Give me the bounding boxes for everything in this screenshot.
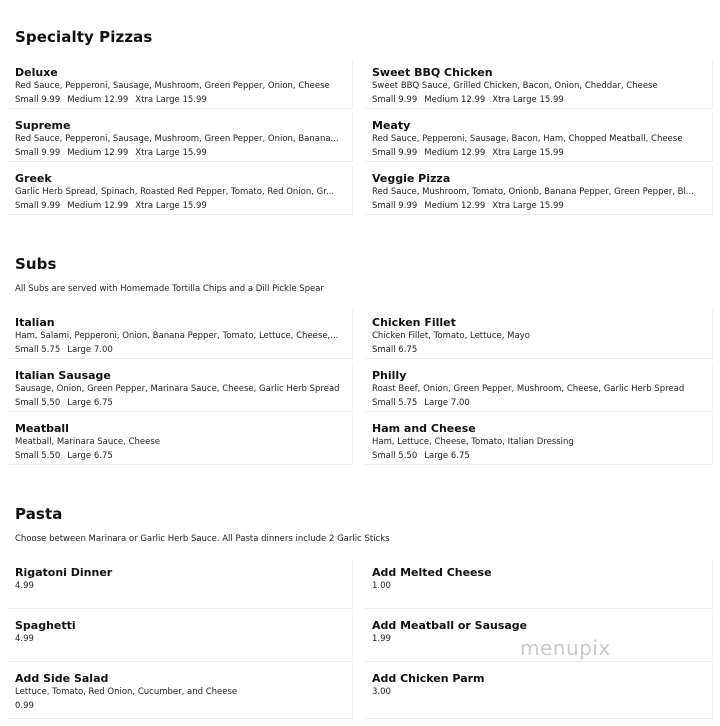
menu-item-add-side-salad[interactable] [8,665,353,719]
price-small: Small 5.50 [372,451,418,461]
price-xtra-large: Xtra Large 15.99 [492,148,564,158]
price-medium: Medium 12.99 [424,95,486,105]
item-description: Red Sauce, Mushroom, Tomato, Onionb, Banana Pepper, Green Pepper, Bl... [372,187,694,197]
item-prices [372,451,470,461]
item-name: Deluxe [15,66,58,79]
item-name: Spaghetti [15,619,76,632]
price-small: Small 9.99 [15,201,61,211]
price-medium: Medium 12.99 [424,148,486,158]
price-small: Small 5.75 [372,398,418,408]
item-prices [15,95,207,105]
item-name: Veggie Pizza [372,172,451,185]
price-small: Small 5.75 [15,345,61,355]
price-small: Small 6.75 [372,345,418,355]
item-name: Italian Sausage [15,369,111,382]
item-price: 3.00 [372,687,391,697]
price-large: Large 7.00 [424,398,470,408]
item-name: Supreme [15,119,71,132]
item-name: Chicken Fillet [372,316,456,329]
menu-item-greek[interactable] [8,165,353,215]
menu-item-spaghetti[interactable] [8,612,353,662]
section-note-pasta: Choose between Marinara or Garlic Herb Sauce. All Pasta dinners include 2 Garlic Sticks [15,534,390,544]
section-title-pasta: Pasta [15,505,63,523]
item-prices [372,398,470,408]
price-xtra-large: Xtra Large 15.99 [492,201,564,211]
price-large: Large 6.75 [67,451,113,461]
price-xtra-large: Xtra Large 15.99 [135,148,207,158]
item-name: Meatball [15,422,69,435]
item-name: Add Melted Cheese [372,566,492,579]
item-description: Sausage, Onion, Green Pepper, Marinara Sauce, Cheese, Garlic Herb Spread [15,384,340,394]
item-description: Lettuce, Tomato, Red Onion, Cucumber, and Cheese [15,687,238,697]
price-small: Small 5.50 [15,451,61,461]
menu-item-deluxe[interactable] [8,59,353,109]
item-name: Rigatoni Dinner [15,566,113,579]
item-prices [372,95,564,105]
price-xtra-large: Xtra Large 15.99 [135,95,207,105]
item-price: 0.99 [15,701,34,711]
item-description: Red Sauce, Pepperoni, Sausage, Bacon, Ham, Chopped Meatball, Cheese [372,134,683,144]
price-medium: Medium 12.99 [67,201,129,211]
item-description: Garlic Herb Spread, Spinach, Roasted Red Pepper, Tomato, Red Onion, Gr... [15,187,335,197]
price-large: Large 7.00 [67,345,113,355]
item-description: Red Sauce, Pepperoni, Sausage, Mushroom, Green Pepper, Onion, Banana... [15,134,339,144]
item-description: Red Sauce, Pepperoni, Sausage, Mushroom, Green Pepper, Onion, Cheese [15,81,330,91]
item-prices [15,345,113,355]
item-description: Ham, Lettuce, Cheese, Tomato, Italian Dressing [372,437,574,447]
price-medium: Medium 12.99 [424,201,486,211]
item-prices [372,201,564,211]
item-description: Roast Beef, Onion, Green Pepper, Mushroom, Cheese, Garlic Herb Spread [372,384,685,394]
menu-item-italian[interactable] [8,309,353,359]
menu-item-chicken-fillet[interactable] [365,309,713,359]
item-price: 4.99 [15,581,34,591]
item-name: Add Side Salad [15,672,109,685]
price-small: Small 5.50 [15,398,61,408]
section-title-subs: Subs [15,255,57,273]
menu-item-supreme[interactable] [8,112,353,162]
menu-item-italian-sausage[interactable] [8,362,353,412]
item-price: 4.99 [15,634,34,644]
price-small: Small 9.99 [372,148,418,158]
menu-item-ham-and-cheese[interactable] [365,415,713,465]
section-note-subs: All Subs are served with Homemade Tortilla Chips and a Dill Pickle Spear [15,284,324,294]
price-large: Large 6.75 [424,451,470,461]
price-medium: Medium 12.99 [67,95,129,105]
watermark-logo: menupix [520,636,611,660]
item-prices [15,398,113,408]
menu-item-rigatoni-dinner[interactable] [8,559,353,609]
item-description: Meatball, Marinara Sauce, Cheese [15,437,160,447]
item-price: 1.00 [372,581,391,591]
price-small: Small 9.99 [372,95,418,105]
price-medium: Medium 12.99 [67,148,129,158]
menu-item-add-chicken-parm[interactable] [365,665,713,719]
price-xtra-large: Xtra Large 15.99 [492,95,564,105]
item-description: Ham, Salami, Pepperoni, Onion, Banana Pepper, Tomato, Lettuce, Cheese,... [15,331,339,341]
section-title-specialty-pizzas: Specialty Pizzas [15,28,153,46]
menu-item-meatball[interactable] [8,415,353,465]
item-description: Sweet BBQ Sauce, Grilled Chicken, Bacon, Onion, Cheddar, Cheese [372,81,658,91]
item-name: Add Chicken Parm [372,672,485,685]
item-name: Philly [372,369,407,382]
item-name: Ham and Cheese [372,422,476,435]
item-prices [15,451,113,461]
item-prices [15,201,207,211]
item-prices [15,148,207,158]
item-name: Sweet BBQ Chicken [372,66,493,79]
item-name: Greek [15,172,52,185]
price-small: Small 9.99 [15,148,61,158]
item-prices [372,345,417,355]
item-name: Italian [15,316,55,329]
menu-item-sweet-bbq-chicken[interactable] [365,59,713,109]
menu-item-add-melted-cheese[interactable] [365,559,713,609]
item-name: Add Meatball or Sausage [372,619,528,632]
item-price: 1.99 [372,634,391,644]
item-prices [372,148,564,158]
price-small: Small 9.99 [15,95,61,105]
price-large: Large 6.75 [67,398,113,408]
menu-item-veggie-pizza[interactable] [365,165,713,215]
menu-item-philly[interactable] [365,362,713,412]
item-name: Meaty [372,119,411,132]
price-small: Small 9.99 [372,201,418,211]
price-xtra-large: Xtra Large 15.99 [135,201,207,211]
item-description: Chicken Fillet, Tomato, Lettuce, Mayo [372,331,530,341]
menu-item-meaty[interactable] [365,112,713,162]
